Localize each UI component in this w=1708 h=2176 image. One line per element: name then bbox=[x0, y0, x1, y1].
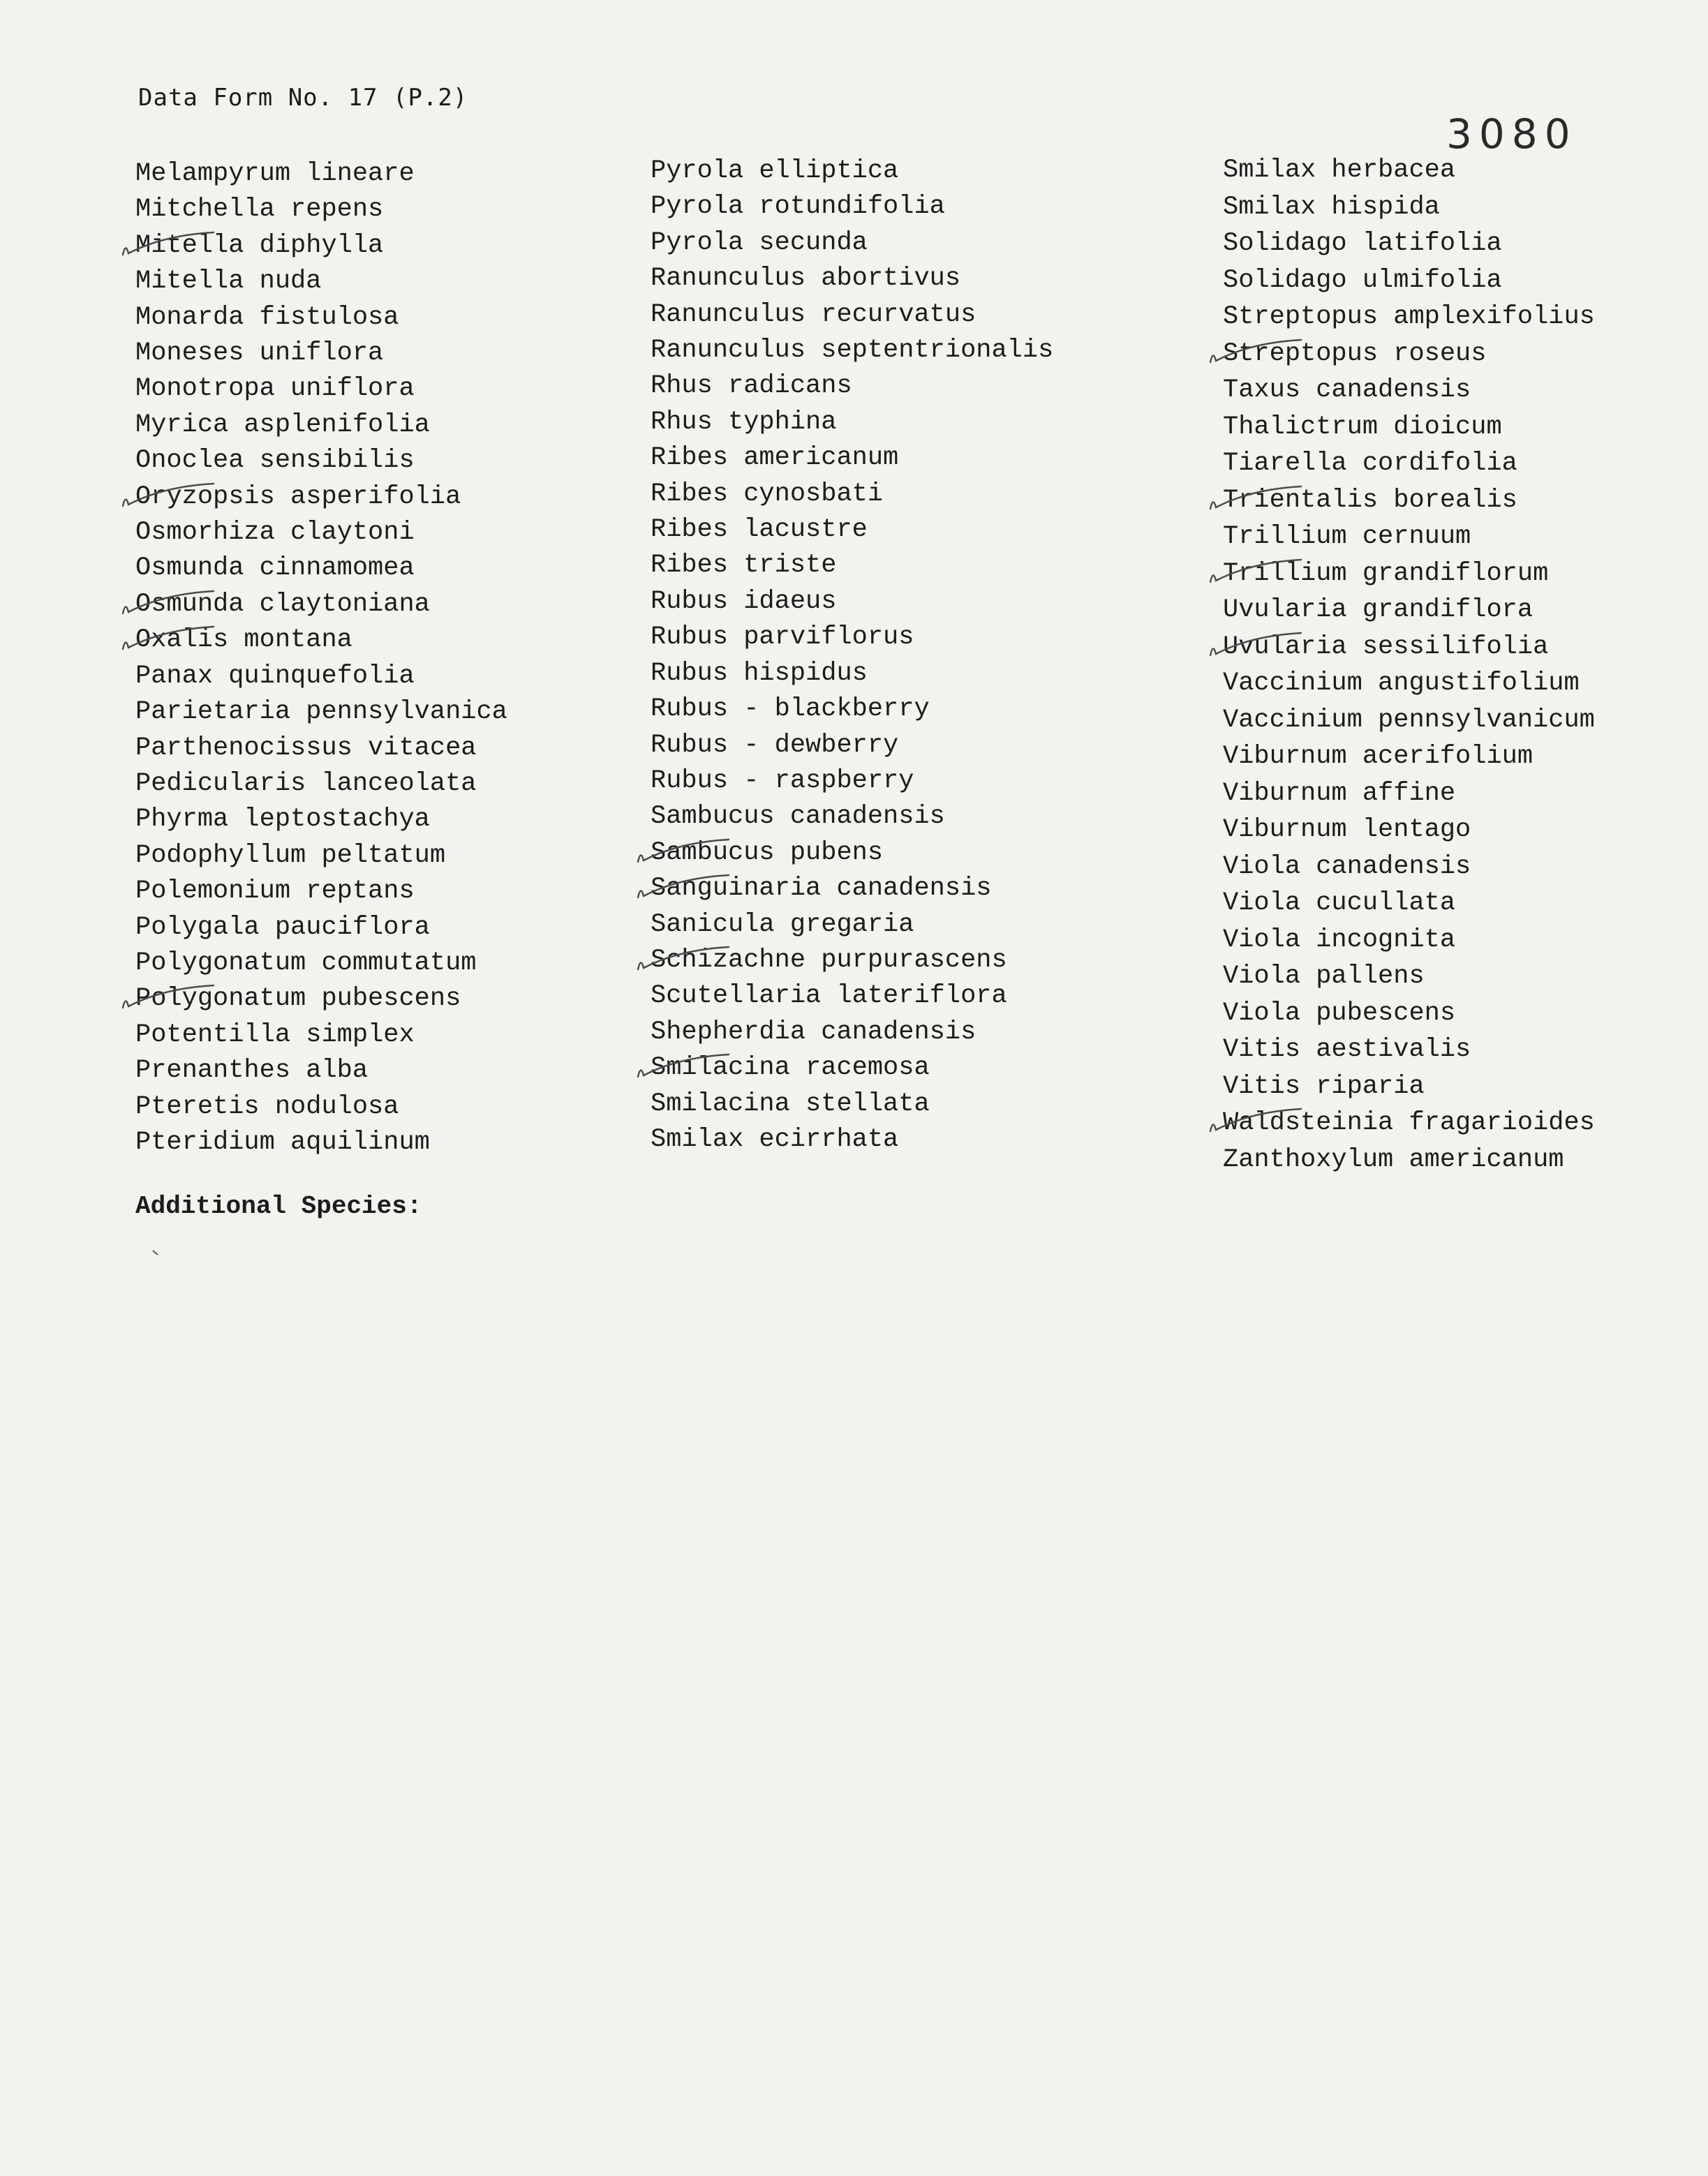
checkmark-icon bbox=[637, 944, 734, 972]
species-name: Mitella diphylla bbox=[135, 230, 384, 260]
species-name: Streptopus amplexifolius bbox=[1223, 302, 1595, 331]
species-item bbox=[135, 408, 507, 443]
species-item bbox=[135, 731, 507, 766]
species-item bbox=[135, 371, 507, 407]
species-name: Ribes americanum bbox=[651, 443, 899, 473]
species-item bbox=[1223, 299, 1595, 336]
species-item bbox=[651, 477, 1053, 512]
species-name: Sanicula gregaria bbox=[651, 909, 914, 939]
species-name: Viola cucullata bbox=[1223, 888, 1456, 918]
species-name: Ranunculus recurvatus bbox=[651, 299, 976, 329]
species-name: Solidago latifolia bbox=[1223, 229, 1502, 258]
species-name: Solidago ulmifolia bbox=[1223, 265, 1502, 295]
species-item bbox=[1223, 372, 1595, 409]
species-item bbox=[135, 228, 507, 264]
species-item bbox=[651, 656, 1053, 692]
species-item bbox=[1223, 482, 1595, 519]
species-item bbox=[1223, 1142, 1595, 1179]
species-item bbox=[1223, 409, 1595, 446]
species-item bbox=[651, 225, 1053, 261]
species-name: Pyrola elliptica bbox=[651, 156, 899, 186]
species-item bbox=[135, 910, 507, 946]
species-name: Oxalis montana bbox=[135, 625, 352, 655]
species-item bbox=[651, 297, 1053, 333]
checkmark-icon bbox=[637, 1052, 734, 1080]
species-item bbox=[1223, 849, 1595, 886]
species-item bbox=[1223, 995, 1595, 1032]
form-title: Data Form No. 17 (P.2) bbox=[138, 84, 468, 112]
species-item bbox=[651, 512, 1053, 548]
page-number: 3080 bbox=[1446, 110, 1577, 158]
species-name: Waldsteinia fragarioides bbox=[1223, 1108, 1595, 1138]
species-item bbox=[651, 333, 1053, 368]
checkmark-icon bbox=[1209, 337, 1307, 365]
species-name: Phyrma leptostachya bbox=[135, 805, 430, 835]
species-name: Viola pubescens bbox=[1223, 998, 1456, 1028]
species-item bbox=[135, 300, 507, 336]
species-name: Ranunculus septentrionalis bbox=[651, 336, 1054, 366]
species-name: Pteridium aquilinum bbox=[135, 1127, 430, 1157]
species-name: Mitchella repens bbox=[135, 195, 384, 225]
species-item bbox=[651, 440, 1053, 476]
species-item bbox=[1223, 775, 1595, 812]
species-name: Polemonium reptans bbox=[135, 877, 415, 907]
species-item bbox=[135, 1089, 507, 1125]
species-item bbox=[651, 154, 1053, 189]
species-item bbox=[135, 551, 507, 586]
species-item bbox=[1223, 738, 1595, 775]
species-name: Uvularia sessilifolia bbox=[1223, 632, 1549, 662]
species-name: Viburnum affine bbox=[1223, 778, 1456, 808]
species-name: Rhus typhina bbox=[651, 407, 837, 437]
species-name: Smilax ecirrhata bbox=[651, 1124, 899, 1154]
checkmark-icon bbox=[121, 481, 219, 509]
species-item bbox=[651, 1122, 1053, 1158]
species-name: Polygonatum pubescens bbox=[135, 984, 461, 1014]
species-item bbox=[651, 405, 1053, 440]
species-name: Pyrola secunda bbox=[651, 228, 868, 258]
checkmark-icon bbox=[1209, 557, 1307, 585]
species-item bbox=[651, 261, 1053, 297]
species-item bbox=[1223, 336, 1595, 373]
species-name: Pedicularis lanceolata bbox=[135, 768, 477, 798]
checkmark-icon bbox=[1209, 630, 1307, 658]
species-item bbox=[135, 946, 507, 981]
species-item bbox=[135, 264, 507, 299]
species-item bbox=[1223, 592, 1595, 629]
species-name: Vaccinium pennsylvanicum bbox=[1223, 705, 1595, 735]
species-item bbox=[1223, 1068, 1595, 1105]
species-item bbox=[135, 838, 507, 874]
species-name: Pyrola rotundifolia bbox=[651, 192, 945, 222]
species-item bbox=[135, 1018, 507, 1053]
species-name: Ribes lacustre bbox=[651, 515, 868, 545]
species-item bbox=[1223, 702, 1595, 739]
species-item bbox=[1223, 445, 1595, 482]
species-name: Zanthoxylum americanum bbox=[1223, 1145, 1564, 1175]
species-name: Rubus parviflorus bbox=[651, 623, 914, 653]
species-item bbox=[1223, 152, 1595, 189]
species-name: Streptopus roseus bbox=[1223, 338, 1487, 368]
species-item bbox=[1223, 189, 1595, 226]
species-name: Rubus hispidus bbox=[651, 658, 868, 688]
species-name: Taxus canadensis bbox=[1223, 375, 1471, 405]
species-item bbox=[651, 978, 1053, 1014]
species-item bbox=[135, 515, 507, 551]
checkmark-icon bbox=[1209, 484, 1307, 512]
species-name: Podophyllum peltatum bbox=[135, 840, 446, 870]
species-name: Osmunda cinnamomea bbox=[135, 553, 415, 583]
species-name: Melampyrum lineare bbox=[135, 159, 415, 188]
species-name: Scutellaria lateriflora bbox=[651, 981, 1007, 1011]
species-name: Mitella nuda bbox=[135, 267, 322, 297]
species-name: Smilax herbacea bbox=[1223, 156, 1456, 185]
species-item bbox=[135, 766, 507, 802]
additional-species-label: Additional Species: bbox=[135, 1192, 422, 1221]
species-name: Tiarella cordifolia bbox=[1223, 449, 1517, 478]
species-name: Sanguinaria canadensis bbox=[651, 874, 992, 904]
species-name: Viola canadensis bbox=[1223, 851, 1471, 881]
species-name: Onoclea sensibilis bbox=[135, 446, 415, 476]
species-item bbox=[651, 907, 1053, 943]
checkmark-icon bbox=[121, 983, 219, 1011]
species-name: Polygonatum commutatum bbox=[135, 948, 477, 978]
stray-pencil-mark bbox=[152, 1249, 159, 1256]
species-name: Uvularia grandiflora bbox=[1223, 595, 1534, 625]
species-item bbox=[135, 1053, 507, 1089]
species-name: Vaccinium angustifolium bbox=[1223, 669, 1580, 698]
species-item bbox=[1223, 958, 1595, 995]
species-item bbox=[651, 189, 1053, 225]
species-item bbox=[651, 368, 1053, 404]
species-item bbox=[1223, 1105, 1595, 1142]
species-name: Moneses uniflora bbox=[135, 338, 384, 368]
species-name: Smilacina stellata bbox=[651, 1089, 930, 1119]
species-item bbox=[651, 1015, 1053, 1050]
species-name: Sambucus canadensis bbox=[651, 802, 945, 832]
checkmark-icon bbox=[121, 230, 219, 258]
checkmark-icon bbox=[121, 588, 219, 616]
species-item bbox=[135, 192, 507, 228]
species-item bbox=[135, 981, 507, 1017]
species-name: Polygala pauciflora bbox=[135, 912, 430, 942]
species-item bbox=[135, 587, 507, 623]
species-name: Ribes cynosbati bbox=[651, 479, 884, 509]
species-item bbox=[1223, 1031, 1595, 1068]
species-item bbox=[135, 874, 507, 909]
species-item bbox=[651, 871, 1053, 907]
species-name: Trientalis borealis bbox=[1223, 485, 1517, 515]
species-item bbox=[1223, 885, 1595, 922]
species-name: Rubus - raspberry bbox=[651, 766, 914, 796]
species-item bbox=[651, 1087, 1053, 1122]
checkmark-icon bbox=[121, 624, 219, 652]
species-item bbox=[651, 548, 1053, 583]
species-item bbox=[135, 623, 507, 658]
species-item bbox=[651, 943, 1053, 978]
species-item bbox=[651, 799, 1053, 835]
species-name: Vitis riparia bbox=[1223, 1071, 1425, 1101]
species-name: Panax quinquefolia bbox=[135, 661, 415, 691]
species-item bbox=[1223, 922, 1595, 959]
species-name: Monarda fistulosa bbox=[135, 302, 399, 332]
species-column-3 bbox=[1223, 152, 1595, 1178]
species-column-1 bbox=[135, 156, 507, 1161]
species-name: Parietaria pennsylvanica bbox=[135, 697, 507, 727]
species-item bbox=[1223, 629, 1595, 666]
species-name: Schizachne purpurascens bbox=[651, 945, 1007, 975]
species-name: Vitis aestivalis bbox=[1223, 1035, 1471, 1064]
species-item bbox=[1223, 665, 1595, 702]
species-name: Smilacina racemosa bbox=[651, 1053, 930, 1083]
species-item bbox=[1223, 225, 1595, 262]
species-item bbox=[651, 728, 1053, 763]
species-column-2 bbox=[651, 154, 1053, 1158]
species-item bbox=[651, 1050, 1053, 1086]
species-item bbox=[135, 443, 507, 479]
species-name: Ribes triste bbox=[651, 551, 837, 581]
species-name: Ranunculus abortivus bbox=[651, 264, 961, 294]
species-name: Pteretis nodulosa bbox=[135, 1091, 399, 1121]
checkmark-icon bbox=[637, 837, 734, 865]
species-name: Rubus - blackberry bbox=[651, 694, 930, 724]
species-name: Osmorhiza claytoni bbox=[135, 518, 415, 548]
species-name: Smilax hispida bbox=[1223, 192, 1440, 222]
species-item bbox=[651, 584, 1053, 620]
species-name: Rubus - dewberry bbox=[651, 730, 899, 760]
species-name: Prenanthes alba bbox=[135, 1056, 369, 1086]
species-item bbox=[651, 692, 1053, 727]
checkmark-icon bbox=[637, 872, 734, 900]
species-item bbox=[1223, 519, 1595, 556]
species-item bbox=[135, 479, 507, 515]
species-item bbox=[135, 336, 507, 371]
species-item bbox=[651, 835, 1053, 871]
species-item bbox=[1223, 556, 1595, 593]
species-name: Viola incognita bbox=[1223, 925, 1456, 955]
species-name: Viburnum acerifolium bbox=[1223, 742, 1534, 771]
species-item bbox=[135, 694, 507, 730]
species-item bbox=[1223, 262, 1595, 299]
species-item bbox=[1223, 812, 1595, 849]
species-name: Viburnum lentago bbox=[1223, 815, 1471, 844]
species-name: Oryzopsis asperifolia bbox=[135, 482, 461, 512]
species-item bbox=[135, 659, 507, 694]
species-name: Myrica asplenifolia bbox=[135, 410, 430, 440]
species-item bbox=[651, 763, 1053, 799]
species-item bbox=[651, 620, 1053, 655]
species-name: Rubus idaeus bbox=[651, 586, 837, 616]
species-name: Thalictrum dioicum bbox=[1223, 412, 1502, 442]
species-name: Sambucus pubens bbox=[651, 837, 884, 867]
species-name: Rhus radicans bbox=[651, 371, 852, 401]
species-name: Parthenocissus vitacea bbox=[135, 733, 477, 763]
species-name: Trillium grandiflorum bbox=[1223, 558, 1549, 588]
species-item bbox=[135, 156, 507, 192]
species-name: Monotropa uniflora bbox=[135, 374, 415, 404]
species-name: Osmunda claytoniana bbox=[135, 589, 430, 619]
species-name: Shepherdia canadensis bbox=[651, 1017, 976, 1047]
species-name: Trillium cernuum bbox=[1223, 522, 1471, 551]
species-name: Potentilla simplex bbox=[135, 1020, 415, 1050]
species-name: Viola pallens bbox=[1223, 962, 1425, 991]
species-item bbox=[135, 802, 507, 837]
species-item bbox=[135, 1125, 507, 1161]
checkmark-icon bbox=[1209, 1106, 1307, 1134]
